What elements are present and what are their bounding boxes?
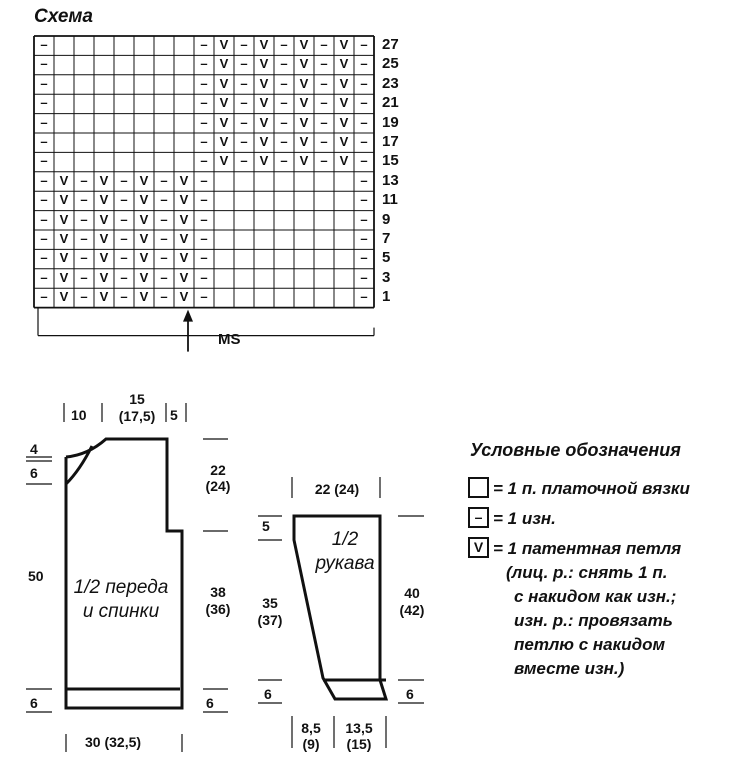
patent-symbol: V	[299, 95, 309, 111]
sleeve-dim-top: 22 (24)	[314, 481, 360, 497]
purl-symbol: –	[120, 250, 128, 266]
patent-symbol: V	[139, 289, 149, 305]
purl-symbol: –	[40, 269, 48, 285]
legend-box-v: V	[468, 537, 489, 558]
purl-symbol: –	[40, 231, 48, 246]
purl-symbol: –	[240, 95, 248, 111]
purl-symbol: –	[120, 289, 128, 305]
purl-symbol: –	[40, 172, 48, 188]
patent-symbol: V	[99, 250, 109, 266]
sleeve-dim-5: 5	[262, 518, 270, 534]
purl-symbol: –	[40, 56, 48, 72]
patent-symbol: V	[259, 37, 269, 52]
purl-symbol: –	[360, 75, 368, 91]
purl-symbol: –	[200, 37, 208, 52]
purl-symbol: –	[80, 211, 88, 227]
patent-symbol: V	[59, 289, 69, 305]
sleeve-dim-bottom-left-1: 8,5	[301, 720, 321, 736]
dim-right-6: 6	[206, 695, 214, 711]
legend-box-dash: –	[468, 507, 489, 528]
patent-symbol: V	[339, 56, 349, 72]
ms-label: MS	[218, 331, 241, 348]
front-back-outline	[66, 439, 182, 708]
purl-symbol: –	[200, 231, 208, 246]
purl-symbol: –	[320, 153, 328, 169]
purl-symbol: –	[120, 192, 128, 208]
purl-symbol: –	[40, 211, 48, 227]
patent-symbol: V	[299, 153, 309, 169]
row-number: 19	[382, 113, 399, 131]
patent-symbol: V	[99, 192, 109, 208]
purl-symbol: –	[80, 289, 88, 305]
purl-symbol: –	[200, 250, 208, 266]
patent-symbol: V	[339, 153, 349, 169]
purl-symbol: –	[200, 95, 208, 111]
row-number: 5	[382, 249, 391, 267]
patent-symbol: V	[259, 153, 269, 169]
purl-symbol: –	[80, 192, 88, 208]
patent-symbol: V	[139, 211, 149, 227]
patent-symbol: V	[219, 95, 229, 111]
row-number: 15	[382, 152, 399, 170]
patent-symbol: V	[99, 172, 109, 188]
patent-symbol: V	[259, 134, 269, 149]
purl-symbol: –	[200, 211, 208, 227]
patent-symbol: V	[219, 153, 229, 169]
patent-symbol: V	[339, 95, 349, 111]
purl-symbol: –	[240, 153, 248, 169]
patent-symbol: V	[179, 231, 189, 246]
purl-symbol: –	[320, 114, 328, 130]
legend-note-4: петлю с накидом	[514, 635, 666, 654]
purl-symbol: –	[360, 289, 368, 305]
legend-item-patent-text: = 1 патентная петля	[493, 539, 682, 558]
row-number: 7	[382, 230, 391, 247]
purl-symbol: –	[280, 134, 288, 149]
sleeve-dim-bottom-left-2: (9)	[302, 736, 320, 752]
purl-symbol: –	[40, 134, 48, 149]
purl-symbol: –	[120, 172, 128, 188]
purl-symbol: –	[80, 231, 88, 246]
purl-symbol: –	[200, 172, 208, 188]
legend-note-5: вместе изн.)	[514, 659, 625, 678]
purl-symbol: –	[360, 56, 368, 72]
patent-symbol: V	[219, 56, 229, 72]
patent-symbol: V	[59, 269, 69, 285]
dim-right-38: 38	[210, 584, 226, 600]
purl-symbol: –	[160, 231, 168, 246]
patent-symbol: V	[139, 250, 149, 266]
dim-right-36: (36)	[205, 601, 231, 617]
purl-symbol: –	[200, 153, 208, 169]
dim-shoulder: 10	[71, 407, 87, 423]
purl-symbol: –	[200, 114, 208, 130]
purl-symbol: –	[120, 211, 128, 227]
legend-item-purl	[468, 508, 556, 530]
purl-symbol: –	[40, 114, 48, 130]
patent-symbol: V	[299, 75, 309, 91]
patent-symbol: V	[59, 231, 69, 246]
purl-symbol: –	[80, 250, 88, 266]
purl-symbol: –	[280, 153, 288, 169]
purl-symbol: –	[280, 56, 288, 72]
sleeve-dim-6-left: 6	[264, 686, 272, 702]
purl-symbol: –	[40, 153, 48, 169]
purl-symbol: –	[200, 269, 208, 285]
purl-symbol: –	[40, 289, 48, 305]
patent-symbol: V	[179, 289, 189, 305]
patent-symbol: V	[259, 56, 269, 72]
row-number: 17	[382, 133, 399, 150]
purl-symbol: –	[200, 75, 208, 91]
purl-symbol: –	[160, 250, 168, 266]
purl-symbol: –	[40, 37, 48, 52]
patent-symbol: V	[139, 192, 149, 208]
purl-symbol: –	[280, 95, 288, 111]
patent-symbol: V	[299, 56, 309, 72]
purl-symbol: –	[120, 231, 128, 246]
patent-symbol: V	[339, 75, 349, 91]
dim-left-6-bottom: 6	[30, 695, 38, 711]
sleeve-dim-bottom-right-2: (15)	[346, 736, 372, 752]
purl-symbol: –	[160, 289, 168, 305]
patent-symbol: V	[179, 269, 189, 285]
sleeve-dim-35: 35	[262, 595, 278, 611]
purl-symbol: –	[40, 192, 48, 208]
legend-item-purl-text: = 1 изн.	[493, 509, 556, 528]
legend-item-knit	[468, 478, 690, 500]
row-number: 11	[382, 191, 398, 209]
sleeve-dim-37: (37)	[257, 612, 283, 628]
patent-symbol: V	[59, 172, 69, 188]
dim-right-22: 22	[210, 462, 226, 478]
purl-symbol: –	[40, 75, 48, 91]
dim-center: 5	[170, 407, 178, 423]
sleeve-label-1: 1/2	[331, 529, 359, 550]
legend-item-knit-text: = 1 п. платочной вязки	[493, 479, 690, 498]
row-number: 1	[382, 288, 391, 306]
sleeve-dim-40: 40	[404, 585, 420, 601]
patent-symbol: V	[59, 250, 69, 266]
row-number: 13	[382, 171, 399, 189]
purl-symbol: –	[40, 250, 48, 266]
patent-symbol: V	[299, 114, 309, 130]
purl-symbol: –	[320, 75, 328, 91]
patent-symbol: V	[339, 37, 349, 52]
legend-box-empty	[468, 477, 489, 498]
purl-symbol: –	[160, 211, 168, 227]
patent-symbol: V	[99, 231, 109, 246]
purl-symbol: –	[240, 56, 248, 72]
chart-title: Схема	[34, 6, 94, 27]
purl-symbol: –	[200, 134, 208, 149]
purl-symbol: –	[160, 192, 168, 208]
purl-symbol: –	[360, 37, 368, 52]
purl-symbol: –	[280, 75, 288, 91]
patent-symbol: V	[59, 192, 69, 208]
legend-title: Условные обозначения	[470, 440, 681, 460]
purl-symbol: –	[320, 37, 328, 52]
purl-symbol: –	[240, 114, 248, 130]
patent-symbol: V	[339, 134, 349, 149]
purl-symbol: –	[240, 134, 248, 149]
patent-symbol: V	[179, 192, 189, 208]
sleeve-label-2: рукава	[315, 553, 375, 574]
front-back-label-2: и спинки	[82, 601, 160, 622]
sleeve-dim-6-right: 6	[406, 686, 414, 702]
dim-left-6: 6	[30, 465, 38, 481]
patent-symbol: V	[219, 134, 229, 149]
patent-symbol: V	[59, 211, 69, 227]
patent-symbol: V	[139, 172, 149, 188]
dim-neck-1: 15	[129, 391, 145, 407]
patent-symbol: V	[99, 269, 109, 285]
purl-symbol: –	[360, 250, 368, 266]
patent-symbol: V	[99, 211, 109, 227]
purl-symbol: –	[360, 192, 368, 208]
purl-symbol: –	[360, 211, 368, 227]
patent-symbol: V	[299, 37, 309, 52]
row-number: 25	[382, 55, 399, 73]
purl-symbol: –	[360, 172, 368, 188]
patent-symbol: V	[99, 289, 109, 305]
dim-neck-2: (17,5)	[118, 408, 156, 424]
purl-symbol: –	[360, 114, 368, 130]
patent-symbol: V	[179, 172, 189, 188]
row-number: 23	[382, 74, 399, 92]
row-number: 27	[382, 36, 399, 53]
legend-item-patent	[468, 538, 681, 560]
purl-symbol: –	[40, 95, 48, 111]
patent-symbol: V	[219, 114, 229, 130]
purl-symbol: –	[200, 289, 208, 305]
patent-symbol: V	[299, 134, 309, 149]
purl-symbol: –	[360, 134, 368, 149]
purl-symbol: –	[240, 75, 248, 91]
purl-symbol: –	[240, 37, 248, 52]
patent-symbol: V	[259, 114, 269, 130]
purl-symbol: –	[280, 114, 288, 130]
patent-symbol: V	[259, 95, 269, 111]
patent-symbol: V	[259, 75, 269, 91]
dim-left-4: 4	[30, 441, 38, 457]
purl-symbol: –	[80, 269, 88, 285]
patent-symbol: V	[179, 211, 189, 227]
front-back-label-1: 1/2 переда	[73, 577, 169, 598]
patent-symbol: V	[139, 231, 149, 246]
legend-note-1: (лиц. р.: снять 1 п.	[506, 563, 668, 582]
purl-symbol: –	[80, 172, 88, 188]
legend-note-2: с накидом как изн.;	[514, 587, 677, 606]
purl-symbol: –	[200, 192, 208, 208]
ms-arrow-head	[183, 310, 193, 322]
row-number: 3	[382, 268, 391, 286]
patent-symbol: V	[219, 75, 229, 91]
purl-symbol: –	[360, 269, 368, 285]
dim-right-24: (24)	[205, 478, 231, 494]
legend-note-3: изн. р.: провязать	[514, 611, 673, 630]
patent-symbol: V	[339, 114, 349, 130]
patent-symbol: V	[219, 37, 229, 52]
dim-left-50: 50	[28, 568, 44, 584]
sleeve-dim-bottom-right-1: 13,5	[345, 720, 373, 736]
row-number: 21	[382, 94, 399, 112]
purl-symbol: –	[360, 231, 368, 246]
purl-symbol: –	[320, 95, 328, 111]
purl-symbol: –	[120, 269, 128, 285]
patent-symbol: V	[139, 269, 149, 285]
purl-symbol: –	[160, 172, 168, 188]
sleeve-dim-42: (42)	[399, 602, 425, 618]
purl-symbol: –	[360, 95, 368, 111]
row-number: 9	[382, 210, 391, 228]
purl-symbol: –	[160, 269, 168, 285]
purl-symbol: –	[200, 56, 208, 72]
purl-symbol: –	[280, 37, 288, 52]
purl-symbol: –	[360, 153, 368, 169]
purl-symbol: –	[320, 56, 328, 72]
purl-symbol: –	[320, 134, 328, 149]
patent-symbol: V	[179, 250, 189, 266]
dim-width: 30 (32,5)	[85, 734, 142, 750]
